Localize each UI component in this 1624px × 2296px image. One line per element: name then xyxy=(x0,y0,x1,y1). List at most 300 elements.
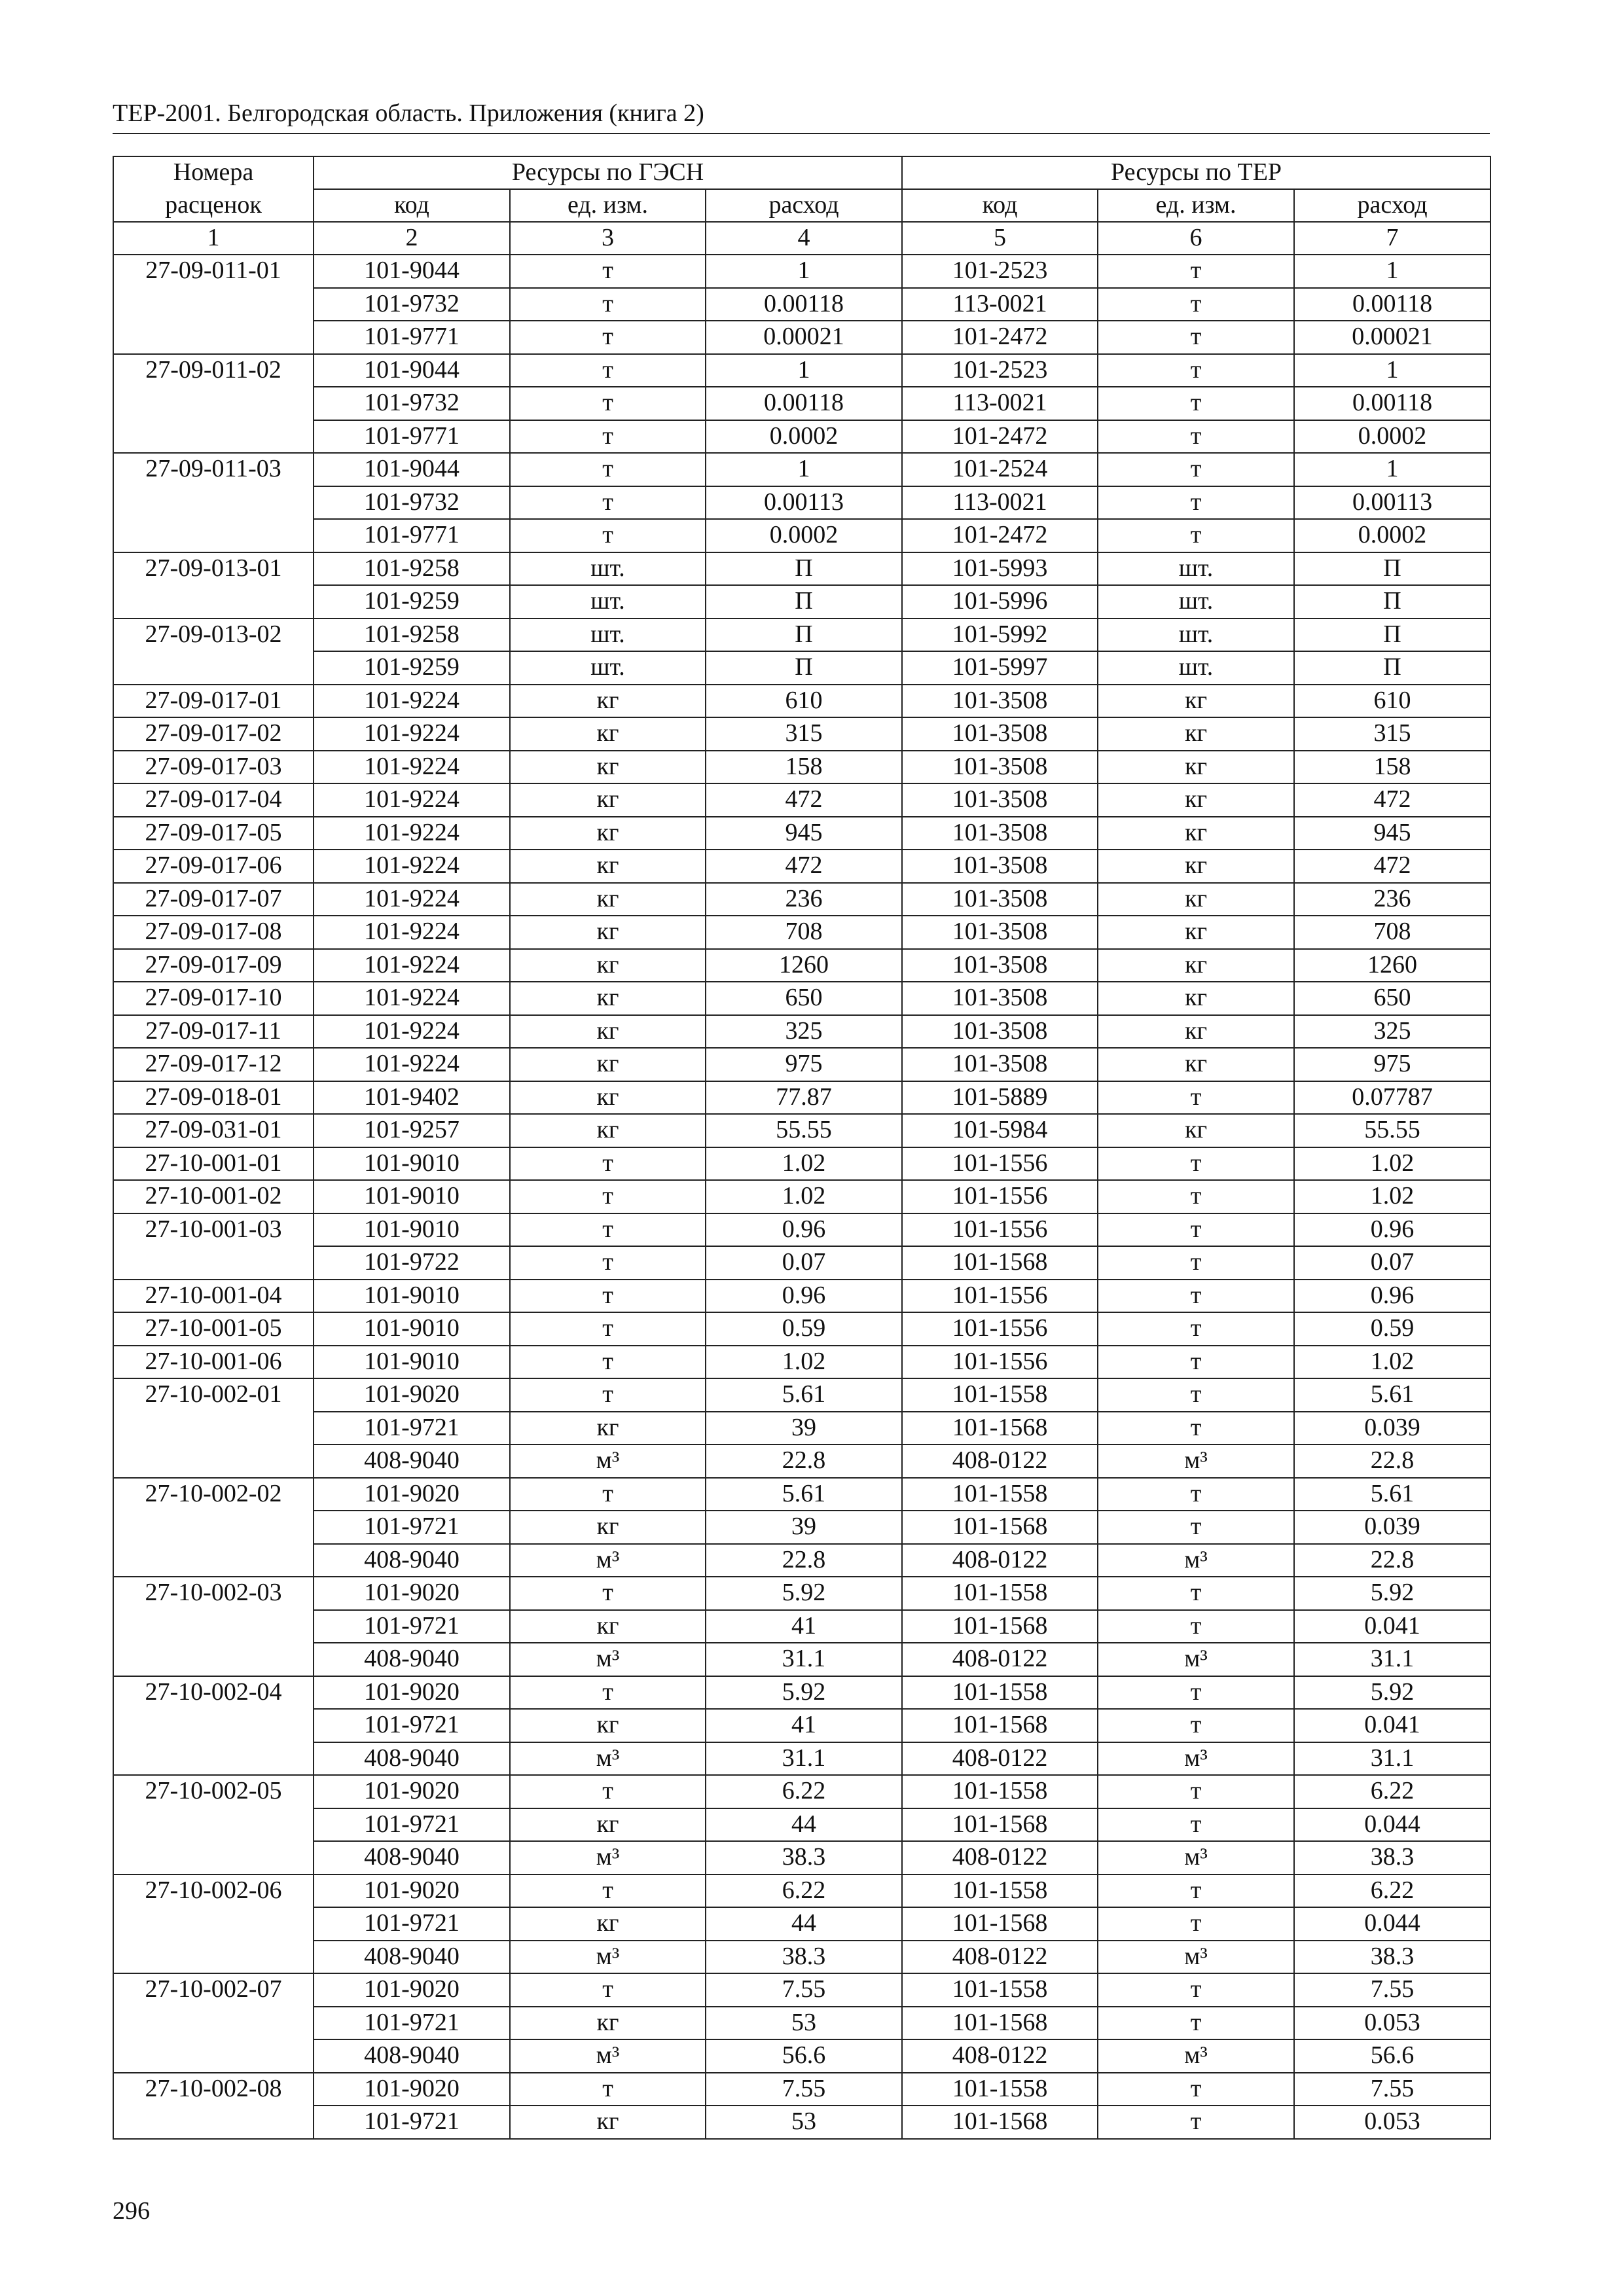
gesn-consumption-cell: 975 xyxy=(706,1048,902,1081)
gesn-unit-cell: кг xyxy=(510,1610,706,1643)
gesn-code-cell: 408-9040 xyxy=(314,1841,510,1874)
rate-number-cell: 27-09-017-03 xyxy=(113,751,314,784)
gesn-unit-cell: кг xyxy=(510,1907,706,1941)
gesn-code-cell: 101-9402 xyxy=(314,1081,510,1115)
gesn-unit-cell: кг xyxy=(510,1081,706,1115)
gesn-code-cell: 101-9721 xyxy=(314,2106,510,2139)
gesn-consumption-cell: 39 xyxy=(706,1511,902,1544)
ter-code-cell: 101-2523 xyxy=(902,255,1098,288)
ter-code-cell: 101-1558 xyxy=(902,1378,1098,1412)
ter-code-cell: 101-2472 xyxy=(902,420,1098,454)
ter-code-cell: 101-1568 xyxy=(902,2007,1098,2040)
table-row xyxy=(113,1941,1490,1974)
gesn-unit-cell: т xyxy=(510,354,706,387)
gesn-consumption-cell: 6.22 xyxy=(706,1874,902,1908)
ter-unit-cell: т xyxy=(1098,1378,1294,1412)
ter-unit-cell: т xyxy=(1098,420,1294,454)
gesn-code-cell: 101-9020 xyxy=(314,1478,510,1511)
gesn-code-cell: 101-9732 xyxy=(314,387,510,420)
gesn-consumption-cell: 22.8 xyxy=(706,1444,902,1478)
ter-code-cell: 101-1568 xyxy=(902,1907,1098,1941)
ter-unit-cell: кг xyxy=(1098,883,1294,916)
gesn-consumption-cell: 22.8 xyxy=(706,1544,902,1577)
gesn-unit-cell: кг xyxy=(510,1511,706,1544)
gesn-unit-cell: шт. xyxy=(510,651,706,685)
header-ter-unit: ед. изм. xyxy=(1098,189,1294,222)
ter-consumption-cell: 0.053 xyxy=(1294,2007,1490,2040)
header-row-column-numbers xyxy=(113,222,1490,255)
rate-number-cell: 27-09-031-01 xyxy=(113,1114,314,1147)
rate-number-cell xyxy=(113,321,314,354)
rate-number-cell: 27-09-017-09 xyxy=(113,949,314,982)
ter-consumption-cell: 975 xyxy=(1294,1048,1490,1081)
rate-number-cell xyxy=(113,1742,314,1776)
ter-code-cell: 101-1556 xyxy=(902,1280,1098,1313)
ter-unit-cell: т xyxy=(1098,2073,1294,2106)
gesn-code-cell: 101-9010 xyxy=(314,1280,510,1313)
gesn-code-cell: 101-9224 xyxy=(314,1048,510,1081)
table-row xyxy=(113,1775,1490,1808)
gesn-unit-cell: кг xyxy=(510,883,706,916)
ter-code-cell: 101-2472 xyxy=(902,519,1098,552)
rate-number-cell xyxy=(113,651,314,685)
rate-number-cell xyxy=(113,1808,314,1842)
gesn-code-cell: 101-9010 xyxy=(314,1312,510,1346)
ter-code-cell: 101-3508 xyxy=(902,982,1098,1015)
ter-unit-cell: т xyxy=(1098,1907,1294,1941)
gesn-unit-cell: кг xyxy=(510,751,706,784)
ter-unit-cell: кг xyxy=(1098,817,1294,850)
gesn-unit-cell: шт. xyxy=(510,552,706,586)
ter-consumption-cell: 1 xyxy=(1294,255,1490,288)
ter-consumption-cell: 0.039 xyxy=(1294,1511,1490,1544)
table-row xyxy=(113,1114,1490,1147)
rate-number-cell xyxy=(113,1544,314,1577)
ter-code-cell: 101-1568 xyxy=(902,1511,1098,1544)
gesn-unit-cell: т xyxy=(510,1246,706,1280)
ter-unit-cell: т xyxy=(1098,1412,1294,1445)
gesn-code-cell: 101-9721 xyxy=(314,1709,510,1742)
ter-consumption-cell: 0.039 xyxy=(1294,1412,1490,1445)
header-rate-numbers-line1: Номера xyxy=(173,158,254,186)
ter-code-cell: 101-5993 xyxy=(902,552,1098,586)
gesn-consumption-cell: 44 xyxy=(706,1907,902,1941)
ter-code-cell: 101-1568 xyxy=(902,1610,1098,1643)
ter-unit-cell: кг xyxy=(1098,850,1294,883)
rate-number-cell: 27-09-017-07 xyxy=(113,883,314,916)
ter-consumption-cell: 0.96 xyxy=(1294,1280,1490,1313)
gesn-code-cell: 101-9020 xyxy=(314,1577,510,1610)
gesn-unit-cell: т xyxy=(510,453,706,486)
gesn-unit-cell: кг xyxy=(510,982,706,1015)
gesn-code-cell: 101-9259 xyxy=(314,651,510,685)
gesn-consumption-cell: 0.59 xyxy=(706,1312,902,1346)
gesn-consumption-cell: П xyxy=(706,619,902,652)
gesn-code-cell: 101-9044 xyxy=(314,453,510,486)
gesn-unit-cell: м³ xyxy=(510,1544,706,1577)
ter-unit-cell: т xyxy=(1098,486,1294,520)
ter-unit-cell: кг xyxy=(1098,1015,1294,1049)
gesn-code-cell: 101-9020 xyxy=(314,1378,510,1412)
ter-code-cell: 101-5996 xyxy=(902,585,1098,619)
gesn-consumption-cell: 650 xyxy=(706,982,902,1015)
column-number: 7 xyxy=(1294,222,1490,255)
ter-consumption-cell: 0.041 xyxy=(1294,1709,1490,1742)
ter-unit-cell: т xyxy=(1098,1874,1294,1908)
gesn-unit-cell: т xyxy=(510,420,706,454)
table-row xyxy=(113,916,1490,949)
gesn-consumption-cell: 7.55 xyxy=(706,2073,902,2106)
gesn-consumption-cell: 53 xyxy=(706,2106,902,2139)
table-row xyxy=(113,717,1490,751)
gesn-code-cell: 408-9040 xyxy=(314,1941,510,1974)
ter-code-cell: 101-1568 xyxy=(902,1412,1098,1445)
ter-consumption-cell: П xyxy=(1294,619,1490,652)
header-gesn-code: код xyxy=(314,189,510,222)
gesn-code-cell: 101-9224 xyxy=(314,783,510,817)
gesn-unit-cell: кг xyxy=(510,717,706,751)
gesn-code-cell: 101-9224 xyxy=(314,1015,510,1049)
gesn-unit-cell: т xyxy=(510,519,706,552)
ter-unit-cell: т xyxy=(1098,453,1294,486)
gesn-code-cell: 101-9721 xyxy=(314,1808,510,1842)
table-row xyxy=(113,387,1490,420)
gesn-code-cell: 101-9224 xyxy=(314,949,510,982)
gesn-code-cell: 101-9224 xyxy=(314,982,510,1015)
table-row xyxy=(113,2106,1490,2139)
gesn-unit-cell: т xyxy=(510,2073,706,2106)
ter-consumption-cell: 5.92 xyxy=(1294,1577,1490,1610)
ter-code-cell: 101-3508 xyxy=(902,1015,1098,1049)
table-row xyxy=(113,1378,1490,1412)
table-row xyxy=(113,2073,1490,2106)
gesn-code-cell: 101-9010 xyxy=(314,1180,510,1213)
gesn-consumption-cell: 472 xyxy=(706,783,902,817)
ter-unit-cell: т xyxy=(1098,1246,1294,1280)
rate-number-cell: 27-10-002-01 xyxy=(113,1378,314,1412)
ter-unit-cell: кг xyxy=(1098,751,1294,784)
rate-number-cell: 27-09-017-02 xyxy=(113,717,314,751)
gesn-consumption-cell: 77.87 xyxy=(706,1081,902,1115)
ter-code-cell: 101-3508 xyxy=(902,817,1098,850)
header-gesn-consumption: расход xyxy=(706,189,902,222)
ter-code-cell: 101-1568 xyxy=(902,1709,1098,1742)
rate-number-cell: 27-10-002-03 xyxy=(113,1577,314,1610)
gesn-code-cell: 408-9040 xyxy=(314,1742,510,1776)
ter-consumption-cell: 55.55 xyxy=(1294,1114,1490,1147)
ter-unit-cell: т xyxy=(1098,354,1294,387)
ter-consumption-cell: 945 xyxy=(1294,817,1490,850)
table-row xyxy=(113,1841,1490,1874)
ter-consumption-cell: 1260 xyxy=(1294,949,1490,982)
rate-number-cell xyxy=(113,387,314,420)
ter-code-cell: 408-0122 xyxy=(902,1742,1098,1776)
table-row xyxy=(113,651,1490,685)
gesn-consumption-cell: 55.55 xyxy=(706,1114,902,1147)
ter-consumption-cell: 56.6 xyxy=(1294,2039,1490,2073)
rate-number-cell: 27-09-017-04 xyxy=(113,783,314,817)
table-row xyxy=(113,883,1490,916)
gesn-unit-cell: шт. xyxy=(510,585,706,619)
gesn-unit-cell: м³ xyxy=(510,1444,706,1478)
gesn-code-cell: 101-9224 xyxy=(314,850,510,883)
ter-consumption-cell: 0.00118 xyxy=(1294,288,1490,321)
gesn-unit-cell: м³ xyxy=(510,1941,706,1974)
gesn-unit-cell: т xyxy=(510,1478,706,1511)
gesn-code-cell: 101-9258 xyxy=(314,552,510,586)
table-row xyxy=(113,288,1490,321)
ter-consumption-cell: 5.92 xyxy=(1294,1676,1490,1710)
ter-code-cell: 101-5992 xyxy=(902,619,1098,652)
ter-unit-cell: м³ xyxy=(1098,1544,1294,1577)
ter-code-cell: 101-1556 xyxy=(902,1346,1098,1379)
table-row xyxy=(113,949,1490,982)
ter-consumption-cell: 0.00113 xyxy=(1294,486,1490,520)
gesn-code-cell: 101-9722 xyxy=(314,1246,510,1280)
table-row xyxy=(113,1577,1490,1610)
gesn-unit-cell: кг xyxy=(510,1412,706,1445)
table-row xyxy=(113,850,1490,883)
ter-unit-cell: т xyxy=(1098,255,1294,288)
ter-consumption-cell: 0.07787 xyxy=(1294,1081,1490,1115)
ter-consumption-cell: 0.00021 xyxy=(1294,321,1490,354)
table-row xyxy=(113,453,1490,486)
ter-consumption-cell: 1 xyxy=(1294,453,1490,486)
page-header-title: ТЕР-2001. Белгородская область. Приложения (книга 2) xyxy=(113,99,704,127)
gesn-unit-cell: т xyxy=(510,1346,706,1379)
ter-code-cell: 101-5984 xyxy=(902,1114,1098,1147)
ter-unit-cell: т xyxy=(1098,2007,1294,2040)
column-number: 3 xyxy=(510,222,706,255)
gesn-code-cell: 101-9020 xyxy=(314,1676,510,1710)
ter-code-cell: 408-0122 xyxy=(902,1941,1098,1974)
ter-consumption-cell: 315 xyxy=(1294,717,1490,751)
ter-consumption-cell: 0.96 xyxy=(1294,1213,1490,1247)
ter-code-cell: 408-0122 xyxy=(902,1544,1098,1577)
rate-number-cell: 27-09-013-02 xyxy=(113,619,314,652)
ter-unit-cell: т xyxy=(1098,387,1294,420)
rate-number-cell: 27-09-017-05 xyxy=(113,817,314,850)
ter-unit-cell: т xyxy=(1098,1180,1294,1213)
table-row xyxy=(113,1444,1490,1478)
ter-consumption-cell: 0.07 xyxy=(1294,1246,1490,1280)
ter-code-cell: 101-2472 xyxy=(902,321,1098,354)
ter-unit-cell: т xyxy=(1098,1081,1294,1115)
gesn-unit-cell: кг xyxy=(510,2007,706,2040)
gesn-unit-cell: м³ xyxy=(510,2039,706,2073)
rate-number-cell: 27-10-002-05 xyxy=(113,1775,314,1808)
rate-number-cell xyxy=(113,1643,314,1676)
rate-number-cell: 27-10-001-06 xyxy=(113,1346,314,1379)
ter-code-cell: 101-3508 xyxy=(902,850,1098,883)
gesn-unit-cell: т xyxy=(510,1378,706,1412)
rate-number-cell xyxy=(113,519,314,552)
rate-number-cell xyxy=(113,1610,314,1643)
gesn-code-cell: 101-9010 xyxy=(314,1213,510,1247)
ter-code-cell: 101-1558 xyxy=(902,1973,1098,2007)
ter-unit-cell: м³ xyxy=(1098,1841,1294,1874)
table-row xyxy=(113,519,1490,552)
rate-number-cell xyxy=(113,1444,314,1478)
rate-number-cell: 27-09-018-01 xyxy=(113,1081,314,1115)
rate-number-cell xyxy=(113,1412,314,1445)
ter-consumption-cell: 7.55 xyxy=(1294,1973,1490,2007)
ter-unit-cell: т xyxy=(1098,1676,1294,1710)
ter-consumption-cell: 0.053 xyxy=(1294,2106,1490,2139)
rate-number-cell: 27-09-013-01 xyxy=(113,552,314,586)
ter-consumption-cell: 31.1 xyxy=(1294,1742,1490,1776)
gesn-consumption-cell: 0.00113 xyxy=(706,486,902,520)
ter-unit-cell: т xyxy=(1098,1808,1294,1842)
gesn-unit-cell: кг xyxy=(510,916,706,949)
table-row xyxy=(113,1346,1490,1379)
gesn-unit-cell: т xyxy=(510,321,706,354)
gesn-code-cell: 101-9721 xyxy=(314,1907,510,1941)
rate-number-cell: 27-09-017-10 xyxy=(113,982,314,1015)
gesn-unit-cell: кг xyxy=(510,949,706,982)
ter-code-cell: 408-0122 xyxy=(902,1841,1098,1874)
gesn-consumption-cell: 5.61 xyxy=(706,1378,902,1412)
table-row xyxy=(113,321,1490,354)
gesn-unit-cell: т xyxy=(510,1874,706,1908)
header-rate-numbers xyxy=(113,156,314,189)
ter-consumption-cell: 6.22 xyxy=(1294,1874,1490,1908)
gesn-code-cell: 408-9040 xyxy=(314,2039,510,2073)
ter-consumption-cell: 0.0002 xyxy=(1294,519,1490,552)
rate-number-cell: 27-10-001-02 xyxy=(113,1180,314,1213)
ter-unit-cell: т xyxy=(1098,321,1294,354)
ter-code-cell: 101-2524 xyxy=(902,453,1098,486)
gesn-unit-cell: кг xyxy=(510,817,706,850)
ter-unit-cell: т xyxy=(1098,1709,1294,1742)
rate-number-cell: 27-10-002-08 xyxy=(113,2073,314,2106)
ter-unit-cell: кг xyxy=(1098,1114,1294,1147)
table-row xyxy=(113,1246,1490,1280)
table-row xyxy=(113,1610,1490,1643)
rate-number-cell: 27-09-017-06 xyxy=(113,850,314,883)
gesn-unit-cell: м³ xyxy=(510,1841,706,1874)
resources-table xyxy=(113,156,1491,2140)
ter-consumption-cell: 0.0002 xyxy=(1294,420,1490,454)
gesn-code-cell: 101-9020 xyxy=(314,1874,510,1908)
rate-number-cell: 27-10-001-01 xyxy=(113,1147,314,1181)
header-gesn-resources: Ресурсы по ГЭСН xyxy=(314,156,902,189)
ter-unit-cell: кг xyxy=(1098,685,1294,718)
header-divider xyxy=(113,133,1490,134)
ter-consumption-cell: 0.044 xyxy=(1294,1907,1490,1941)
gesn-consumption-cell: 0.0002 xyxy=(706,519,902,552)
ter-code-cell: 101-2523 xyxy=(902,354,1098,387)
gesn-unit-cell: кг xyxy=(510,685,706,718)
ter-consumption-cell: 0.044 xyxy=(1294,1808,1490,1842)
ter-unit-cell: кг xyxy=(1098,783,1294,817)
gesn-code-cell: 101-9224 xyxy=(314,717,510,751)
rate-number-cell: 27-10-002-06 xyxy=(113,1874,314,1908)
rate-number-cell: 27-09-017-01 xyxy=(113,685,314,718)
gesn-consumption-cell: 1.02 xyxy=(706,1180,902,1213)
gesn-code-cell: 101-9044 xyxy=(314,354,510,387)
ter-unit-cell: шт. xyxy=(1098,651,1294,685)
ter-consumption-cell: 5.61 xyxy=(1294,1478,1490,1511)
gesn-consumption-cell: 0.00118 xyxy=(706,288,902,321)
ter-unit-cell: т xyxy=(1098,1280,1294,1313)
rate-number-cell: 27-10-001-04 xyxy=(113,1280,314,1313)
header-row-groups xyxy=(113,156,1490,189)
table-row xyxy=(113,1709,1490,1742)
gesn-unit-cell: кг xyxy=(510,2106,706,2139)
ter-consumption-cell: 38.3 xyxy=(1294,1941,1490,1974)
rate-number-cell: 27-09-011-03 xyxy=(113,453,314,486)
ter-code-cell: 101-1558 xyxy=(902,1775,1098,1808)
gesn-consumption-cell: 6.22 xyxy=(706,1775,902,1808)
ter-unit-cell: кг xyxy=(1098,916,1294,949)
ter-unit-cell: т xyxy=(1098,1478,1294,1511)
gesn-unit-cell: т xyxy=(510,1147,706,1181)
gesn-code-cell: 408-9040 xyxy=(314,1643,510,1676)
table-row xyxy=(113,1312,1490,1346)
gesn-consumption-cell: 1.02 xyxy=(706,1147,902,1181)
gesn-consumption-cell: 41 xyxy=(706,1709,902,1742)
ter-consumption-cell: 22.8 xyxy=(1294,1544,1490,1577)
gesn-code-cell: 101-9224 xyxy=(314,685,510,718)
gesn-consumption-cell: 1260 xyxy=(706,949,902,982)
gesn-consumption-cell: 325 xyxy=(706,1015,902,1049)
header-ter-code: код xyxy=(902,189,1098,222)
ter-unit-cell: шт. xyxy=(1098,585,1294,619)
table-row xyxy=(113,552,1490,586)
ter-unit-cell: м³ xyxy=(1098,1941,1294,1974)
ter-code-cell: 101-1556 xyxy=(902,1147,1098,1181)
gesn-consumption-cell: 53 xyxy=(706,2007,902,2040)
ter-unit-cell: шт. xyxy=(1098,552,1294,586)
table-row xyxy=(113,1643,1490,1676)
ter-code-cell: 101-1568 xyxy=(902,2106,1098,2139)
rate-number-cell xyxy=(113,420,314,454)
header-row-subcolumns xyxy=(113,189,1490,222)
ter-consumption-cell: 6.22 xyxy=(1294,1775,1490,1808)
table-row xyxy=(113,751,1490,784)
ter-consumption-cell: 0.59 xyxy=(1294,1312,1490,1346)
ter-code-cell: 408-0122 xyxy=(902,1444,1098,1478)
table-row xyxy=(113,1147,1490,1181)
ter-code-cell: 101-1556 xyxy=(902,1312,1098,1346)
ter-code-cell: 408-0122 xyxy=(902,2039,1098,2073)
ter-code-cell: 101-3508 xyxy=(902,916,1098,949)
ter-unit-cell: т xyxy=(1098,1346,1294,1379)
ter-unit-cell: т xyxy=(1098,519,1294,552)
ter-code-cell: 101-1568 xyxy=(902,1246,1098,1280)
gesn-consumption-cell: 38.3 xyxy=(706,1941,902,1974)
ter-code-cell: 408-0122 xyxy=(902,1643,1098,1676)
ter-consumption-cell: 650 xyxy=(1294,982,1490,1015)
rate-number-cell: 27-10-002-07 xyxy=(113,1973,314,2007)
table-row xyxy=(113,1180,1490,1213)
ter-unit-cell: т xyxy=(1098,1577,1294,1610)
rate-number-cell: 27-10-002-04 xyxy=(113,1676,314,1710)
gesn-unit-cell: т xyxy=(510,387,706,420)
ter-consumption-cell: П xyxy=(1294,585,1490,619)
ter-consumption-cell: 472 xyxy=(1294,783,1490,817)
rate-number-cell xyxy=(113,1907,314,1941)
ter-unit-cell: м³ xyxy=(1098,1444,1294,1478)
gesn-consumption-cell: 39 xyxy=(706,1412,902,1445)
table-row xyxy=(113,2039,1490,2073)
gesn-code-cell: 101-9721 xyxy=(314,2007,510,2040)
ter-code-cell: 101-3508 xyxy=(902,883,1098,916)
table-row xyxy=(113,1213,1490,1247)
rate-number-cell xyxy=(113,585,314,619)
table-row xyxy=(113,1907,1490,1941)
